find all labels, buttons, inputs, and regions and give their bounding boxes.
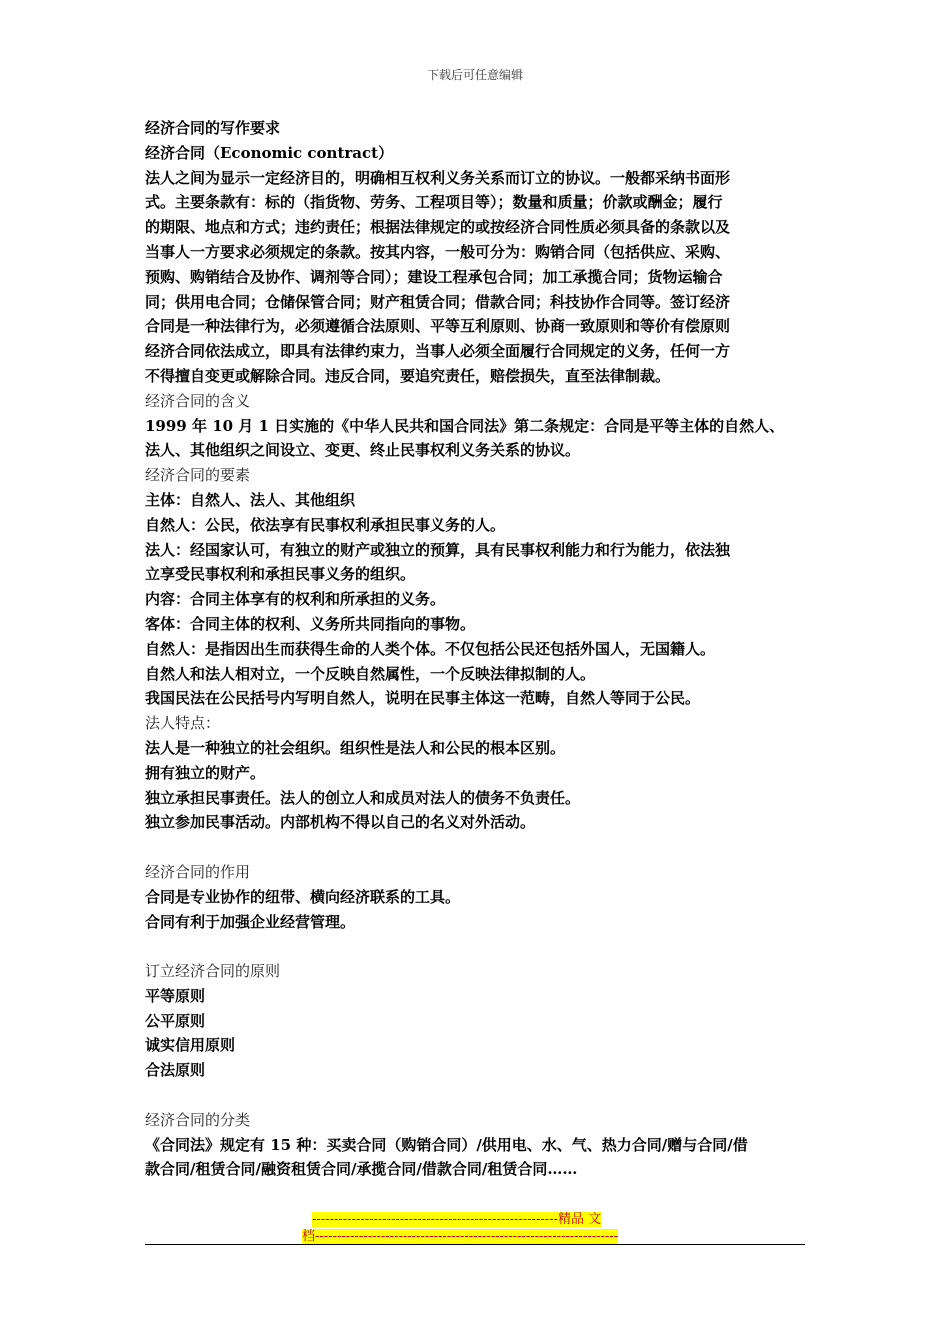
body-line: 款合同/租赁合同/融资租赁合同/承揽合同/借款合同/租赁合同……: [145, 1160, 578, 1179]
body-line: 平等原则: [145, 986, 206, 1005]
body-line: 法人是一种独立的社会组织。组织性是法人和公民的根本区别。: [145, 738, 566, 757]
body-line: 当事人一方要求必须规定的条款。按其内容，一般可分为：购销合同（包括供应、采购、: [145, 242, 731, 261]
body-line: 经济合同（Economic contract）: [145, 143, 394, 162]
section-heading: 法人特点：: [145, 714, 221, 733]
body-line: 拥有独立的财产。: [145, 763, 266, 782]
body-line: 我国民法在公民括号内写明自然人，说明在民事主体这一范畴，自然人等同于公民。: [145, 689, 701, 708]
section-heading: 经济合同的分类: [145, 1110, 251, 1129]
body-line: 合同是专业协作的纽带、横向经济联系的工具。: [145, 887, 461, 906]
footer-watermark: [302, 1211, 652, 1245]
body-line: 主体：自然人、法人、其他组织: [145, 490, 356, 509]
body-line: 预购、购销结合及协作、调剂等合同）；建设工程承包合同；加工承揽合同；货物运输合: [145, 267, 723, 286]
section-heading: 订立经济合同的原则: [145, 962, 281, 981]
body-line: 独立承担民事责任。法人的创立人和成员对法人的债务不负责任。: [145, 788, 581, 807]
body-line: 自然人：公民，依法享有民事权利承担民事义务的人。: [145, 515, 506, 534]
document-body: [145, 116, 820, 1182]
section-heading: 经济合同的作用: [145, 862, 251, 881]
blank-line: [145, 835, 820, 860]
body-line: 法人、其他组织之间设立、变更、终止民事权利义务关系的协议。: [145, 441, 581, 460]
body-line: 经济合同依法成立，即具有法律约束力，当事人必须全面履行合同规定的义务，任何一方: [145, 342, 731, 361]
header-note: 下载后可任意编辑: [426, 68, 523, 82]
footer-line-2: 档---------------------------------------------------------------------: [302, 1229, 619, 1244]
blank-line: [145, 1083, 820, 1108]
body-line: 自然人和法人相对立，一个反映自然属性，一个反映法律拟制的人。: [145, 664, 596, 683]
body-line: 立享受民事权利和承担民事义务的组织。: [145, 565, 416, 584]
body-line: 自然人：是指因出生而获得生命的人类个体。不仅包括公民还包括外国人，无国籍人。: [145, 639, 716, 658]
body-line: 内容：合同主体享有的权利和所承担的义务。: [145, 590, 446, 609]
body-line: 合同是一种法律行为，必须遵循合法原则、平等互利原则、协商一致原则和等价有偿原则: [145, 317, 731, 336]
body-line: 客体：合同主体的权利、义务所共同指向的事物。: [145, 614, 476, 633]
section-heading: 经济合同的含义: [145, 391, 251, 410]
body-line: 诚实信用原则: [145, 1036, 236, 1055]
footer-line-1: --------------------------------------------------------精品 文: [312, 1212, 602, 1227]
body-line: 法人：经国家认可，有独立的财产或独立的预算，具有民事权利能力和行为能力，依法独: [145, 540, 731, 559]
section-heading: 经济合同的要素: [145, 466, 251, 485]
body-line: 同；供用电合同；仓储保管合同；财产租赁合同；借款合同；科技协作合同等。签订经济: [145, 292, 731, 311]
body-line: 《合同法》规定有 15 种：买卖合同（购销合同）/供用电、水、气、热力合同/赠与合同/借: [145, 1135, 748, 1154]
body-line: 合同有利于加强企业经营管理。: [145, 912, 356, 931]
blank-line: [145, 934, 820, 959]
body-line: 式。主要条款有：标的（指货物、劳务、工程项目等）；数量和质量；价款或酬金；履行: [145, 193, 723, 212]
body-line: 经济合同的写作要求: [145, 119, 281, 137]
body-line: 不得擅自变更或解除合同。违反合同，要追究责任，赔偿损失，直至法律制裁。: [145, 366, 671, 385]
body-line: 1999 年 10 月 1 日实施的《中华人民共和国合同法》第二条规定：合同是平等主体的自然人、: [145, 416, 785, 435]
body-line: 合法原则: [145, 1061, 206, 1080]
body-line: 法人之间为显示一定经济目的，明确相互权利义务关系而订立的协议。一般都采纳书面形: [145, 168, 731, 187]
body-line: 的期限、地点和方式；违约责任；根据法律规定的或按经济合同性质必须具备的条款以及: [145, 218, 731, 237]
body-line: 公平原则: [145, 1011, 206, 1030]
body-line: 独立参加民事活动。内部机构不得以自己的名义对外活动。: [145, 813, 536, 832]
footer-rule: [145, 1244, 805, 1245]
